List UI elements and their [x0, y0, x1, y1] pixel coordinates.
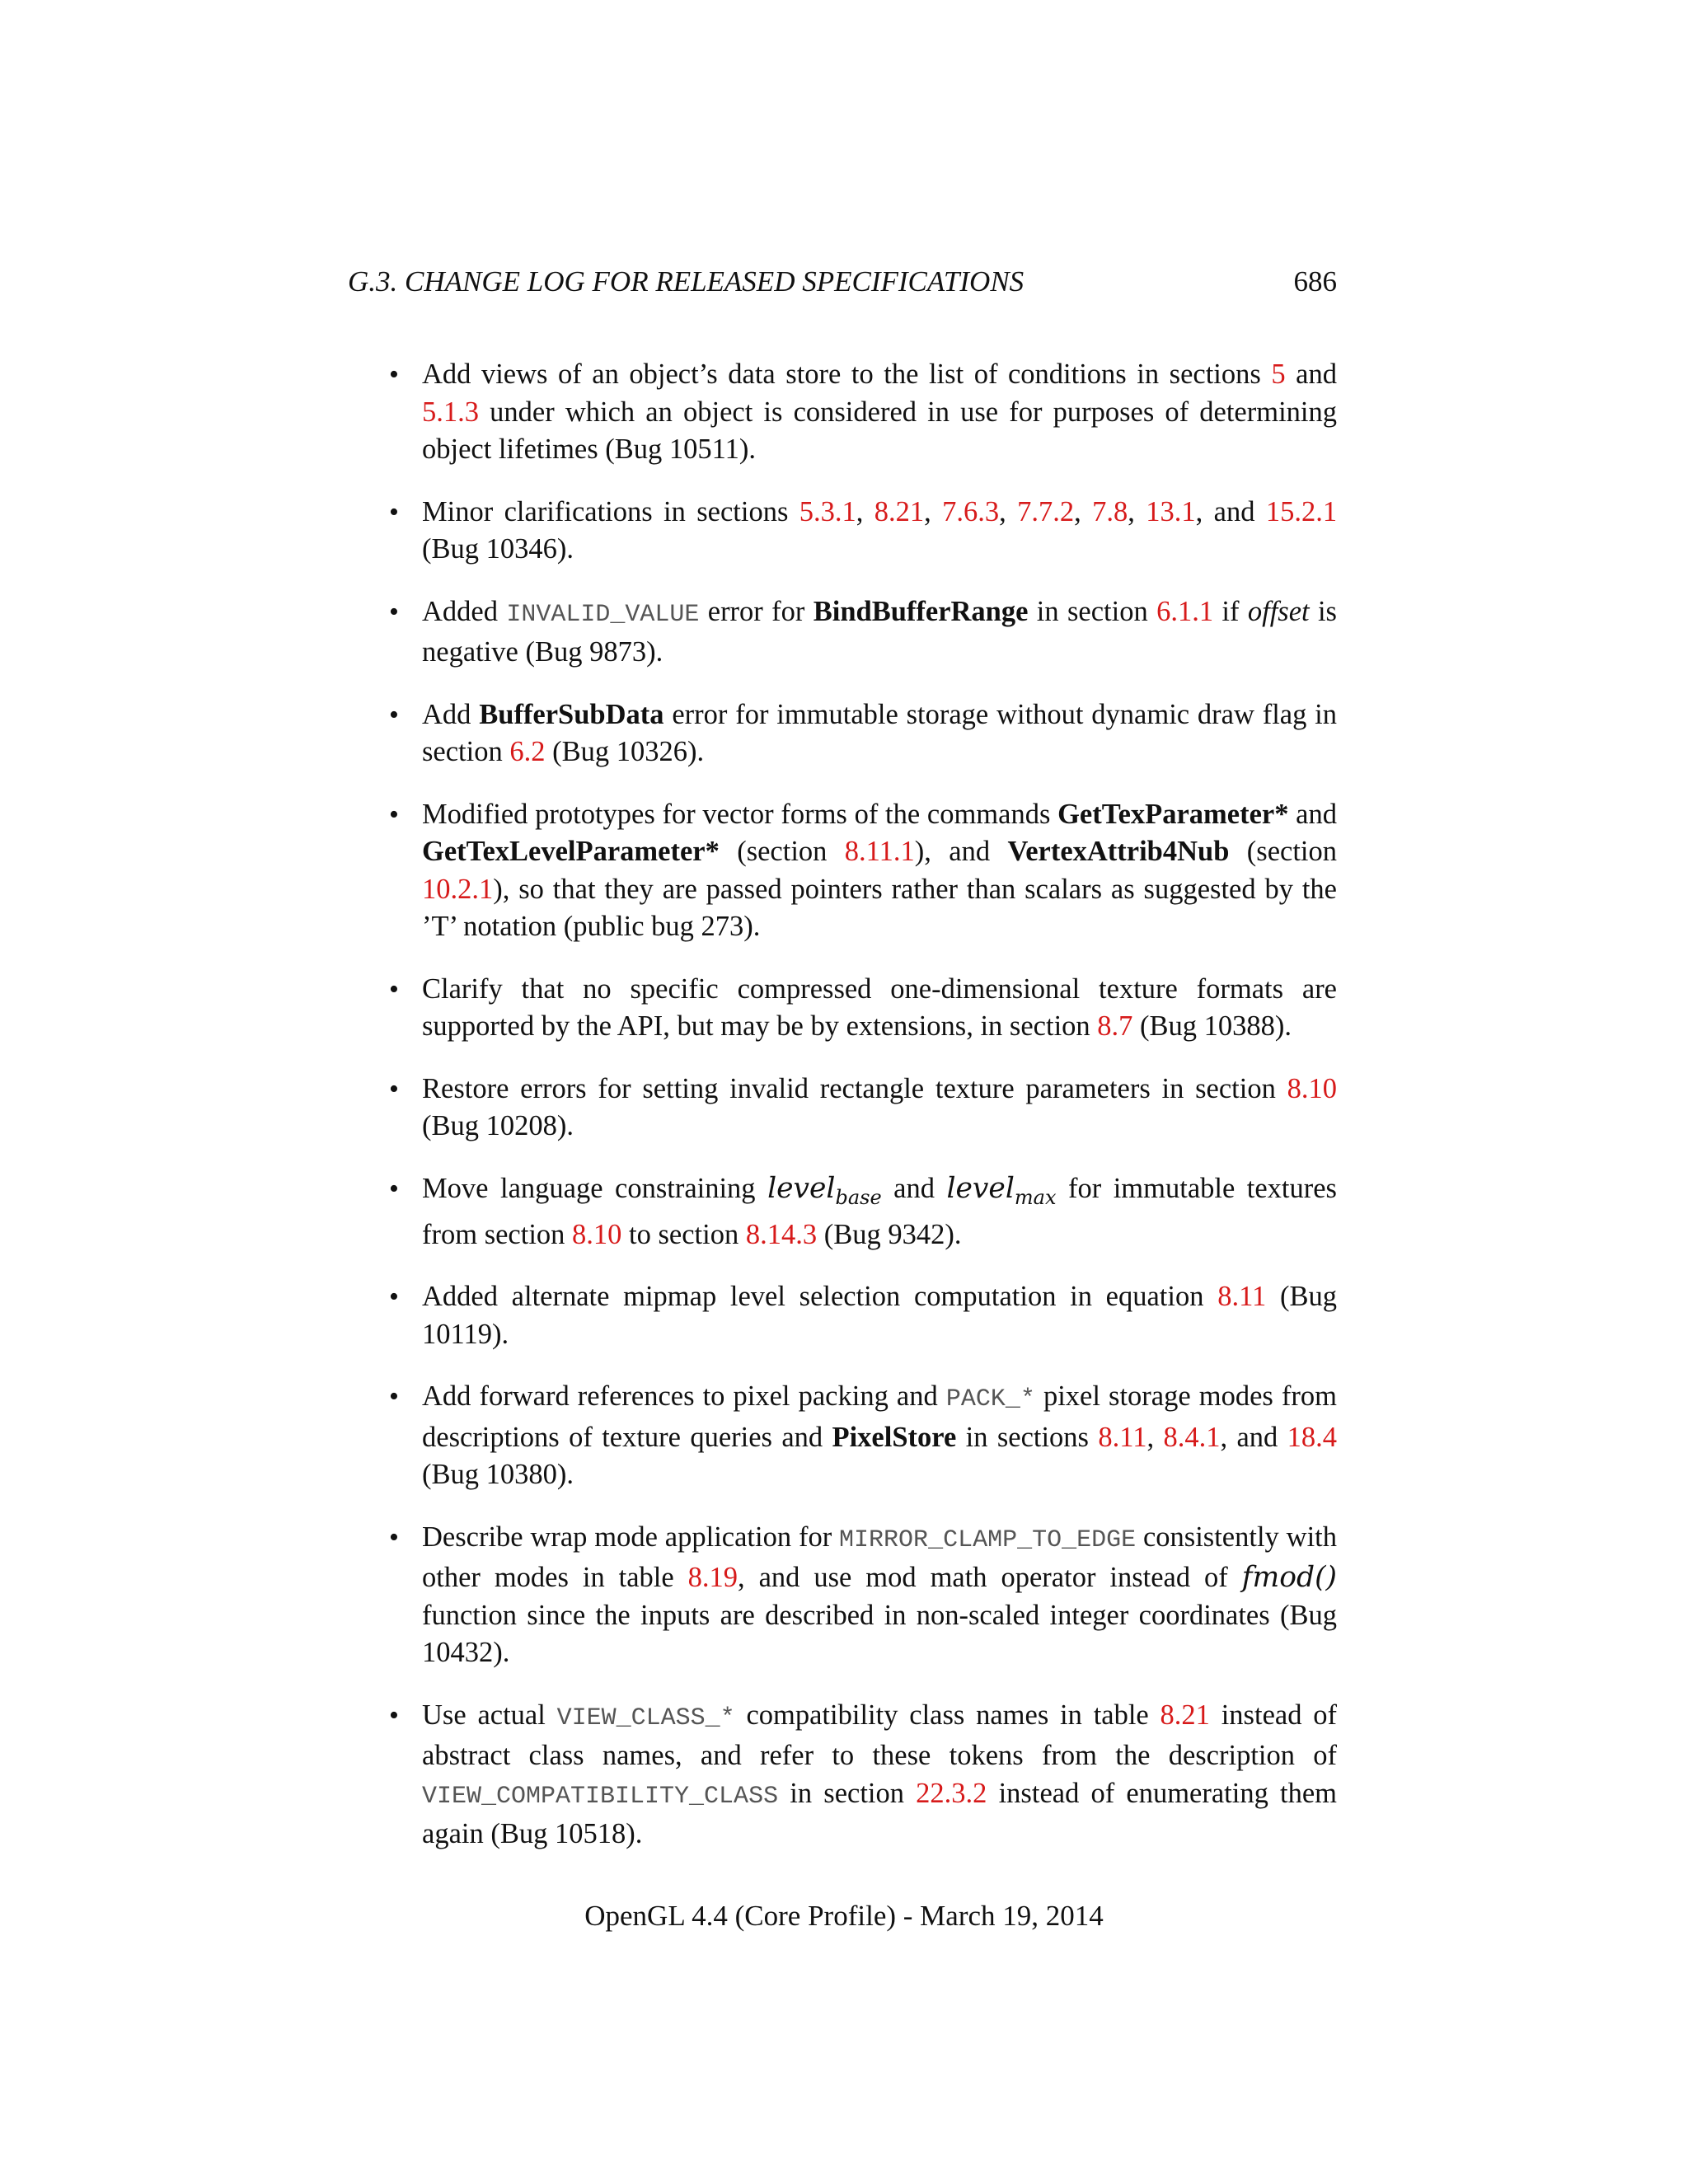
- text-run: error for: [699, 595, 814, 627]
- math-expression: [767, 1171, 882, 1209]
- text-run: and: [881, 1172, 947, 1204]
- text-run: function since the inputs are described in non-scaled integer coordinates (Bug 10432).: [422, 1599, 1337, 1669]
- section-reference-link[interactable]: 8.10: [572, 1218, 622, 1250]
- text-run: (Bug 10326).: [545, 736, 705, 767]
- text-run: is negative (Bug 9873).: [422, 595, 1337, 668]
- change-log-text: [422, 596, 1337, 668]
- text-run: Minor clarifications in sections: [422, 495, 799, 527]
- bullet-icon: •: [389, 699, 399, 730]
- section-reference-link[interactable]: 8.11.1: [844, 836, 915, 867]
- change-log-item: [389, 1278, 1337, 1353]
- text-run: and: [1285, 359, 1337, 390]
- text-run: Clarify that no specific compressed one-dimensional texture formats are supported by the API, but may be by extensions, in section: [422, 972, 1337, 1042]
- command-name: GetTexLevelParameter*: [422, 836, 720, 867]
- change-log-list: [389, 356, 1337, 1878]
- text-run: , and: [1220, 1421, 1287, 1453]
- bullet-icon: •: [389, 799, 399, 830]
- change-log-text: [422, 699, 1337, 768]
- text-run: Add: [422, 698, 480, 730]
- text-run: (Bug 10208).: [422, 1110, 574, 1141]
- text-run: ), and: [914, 836, 1008, 867]
- section-reference-link[interactable]: 8.4.1: [1163, 1421, 1221, 1453]
- math-expression: [1242, 1561, 1337, 1594]
- section-title: G.3. CHANGE LOG FOR RELEASED SPECIFICATIONS: [348, 265, 1025, 298]
- command-name: PixelStore: [832, 1421, 957, 1453]
- text-run: Added: [422, 595, 507, 627]
- token-name: PACK_*: [945, 1385, 1035, 1414]
- bullet-icon: •: [389, 596, 399, 627]
- text-run: Modified prototypes for vector forms of the commands: [422, 798, 1058, 830]
- command-name: BindBufferRange: [813, 595, 1029, 627]
- text-run: (Bug 10380).: [422, 1459, 574, 1491]
- change-log-text: [422, 973, 1337, 1043]
- text-run: Restore errors for setting invalid rectangle texture parameters in section: [422, 1072, 1287, 1104]
- section-reference-link[interactable]: 8.11: [1217, 1281, 1267, 1313]
- section-reference-link[interactable]: 5.3.1: [799, 495, 856, 527]
- section-reference-link[interactable]: 10.2.1: [422, 873, 494, 905]
- change-log-text: [422, 1380, 1337, 1490]
- section-reference-link[interactable]: 8.10: [1287, 1072, 1337, 1104]
- text-run: in sections: [956, 1421, 1099, 1453]
- text-run: consistently with other modes in table: [422, 1521, 1337, 1594]
- token-name: MIRROR_CLAMP_TO_EDGE: [839, 1526, 1137, 1554]
- section-reference-link[interactable]: 5.1.3: [422, 396, 479, 428]
- change-log-item: [389, 971, 1337, 1046]
- bullet-icon: •: [389, 973, 399, 1005]
- running-header: [348, 257, 1337, 307]
- change-log-item: [389, 494, 1337, 569]
- text-run: (Bug 10388).: [1132, 1010, 1292, 1042]
- bullet-icon: •: [389, 1282, 399, 1313]
- text-run: if: [1213, 595, 1248, 627]
- section-reference-link[interactable]: 22.3.2: [916, 1777, 987, 1809]
- text-run: error for immutable storage without dynamic draw flag in section: [422, 698, 1338, 767]
- bullet-icon: •: [389, 1521, 399, 1553]
- bullet-icon: •: [389, 1381, 399, 1413]
- bullet-icon: •: [389, 496, 399, 527]
- text-run: ,: [999, 495, 1018, 527]
- token-name: VIEW_COMPATIBILITY_CLASS: [422, 1782, 779, 1811]
- section-reference-link[interactable]: 8.19: [687, 1562, 738, 1594]
- text-run: Added alternate mipmap level selection computation in equation: [422, 1281, 1218, 1313]
- section-reference-link[interactable]: 6.1.1: [1156, 595, 1214, 627]
- math-base: level: [946, 1171, 1015, 1205]
- change-log-item: [389, 1378, 1337, 1494]
- change-log-item: [389, 593, 1337, 672]
- section-reference-link[interactable]: 8.14.3: [745, 1218, 818, 1250]
- text-run: ,: [856, 495, 874, 527]
- section-reference-link[interactable]: 7.6.3: [942, 495, 1000, 527]
- text-run: (Bug 10119).: [422, 1281, 1337, 1350]
- section-reference-link[interactable]: 8.11: [1098, 1421, 1147, 1453]
- change-log-text: [422, 359, 1337, 465]
- text-run: , and use mod math operator instead of: [738, 1562, 1242, 1594]
- change-log-text: [422, 799, 1337, 943]
- section-reference-link[interactable]: 7.8: [1092, 495, 1128, 527]
- text-run: Add views of an object’s data store to the list of conditions in sections: [422, 359, 1272, 390]
- token-name: INVALID_VALUE: [506, 600, 700, 629]
- math-base: level: [767, 1171, 836, 1205]
- page-footer: OpenGL 4.4 (Core Profile) - March 19, 2014: [584, 1900, 1104, 1932]
- text-run: ,: [1074, 495, 1093, 527]
- change-log-text: [422, 1281, 1337, 1350]
- change-log-text: [422, 1173, 1337, 1250]
- text-run: Use actual: [422, 1699, 557, 1731]
- change-log-item: [389, 696, 1337, 771]
- text-run: ,: [1146, 1421, 1164, 1453]
- section-reference-link[interactable]: 8.7: [1097, 1010, 1133, 1042]
- command-name: VertexAttrib4Nub: [1007, 836, 1230, 867]
- text-run: ,: [1128, 495, 1146, 527]
- text-run: (section: [719, 836, 845, 867]
- token-name: VIEW_CLASS_*: [556, 1704, 735, 1732]
- page-number: 686: [1293, 265, 1337, 298]
- bullet-icon: •: [389, 1699, 399, 1731]
- text-run: (Bug 10346).: [422, 533, 574, 565]
- text-run: (Bug 9342).: [817, 1218, 962, 1250]
- text-run: to section: [621, 1218, 746, 1250]
- text-run: Describe wrap mode application for: [422, 1521, 840, 1553]
- change-log-item: [389, 1519, 1337, 1672]
- change-log-text: [422, 1521, 1337, 1669]
- math-subscript: base: [835, 1185, 882, 1209]
- text-run: , and: [1195, 495, 1266, 527]
- text-run: in section: [778, 1777, 917, 1809]
- math-subscript: max: [1014, 1185, 1057, 1209]
- section-reference-link[interactable]: 13.1: [1146, 495, 1196, 527]
- text-run: compatibility class names in table: [734, 1699, 1160, 1731]
- text-run: Move language constraining: [422, 1172, 768, 1204]
- change-log-text: [422, 1073, 1337, 1142]
- command-name: GetTexParameter*: [1057, 798, 1289, 830]
- section-reference-link[interactable]: 8.21: [1160, 1699, 1210, 1731]
- section-reference-link[interactable]: 7.7.2: [1017, 495, 1075, 527]
- command-name: BufferSubData: [479, 698, 664, 730]
- bullet-icon: •: [389, 1073, 399, 1104]
- emphasized-text: offset: [1247, 595, 1310, 627]
- section-reference-link[interactable]: 5: [1271, 359, 1286, 390]
- section-reference-link[interactable]: 18.4: [1287, 1421, 1338, 1453]
- change-log-item: [389, 1170, 1337, 1254]
- change-log-text: [422, 496, 1337, 565]
- section-reference-link[interactable]: 6.2: [509, 736, 546, 767]
- math-base: fmod(): [1241, 1561, 1337, 1595]
- text-run: and: [1288, 798, 1337, 830]
- change-log-item: [389, 1697, 1337, 1854]
- text-run: Add forward references to pixel packing and: [422, 1380, 946, 1413]
- section-reference-link[interactable]: 15.2.1: [1265, 495, 1338, 527]
- section-reference-link[interactable]: 8.21: [874, 495, 925, 527]
- bullet-icon: •: [389, 1173, 399, 1204]
- text-run: ), so that they are passed pointers rather than scalars as suggested by the ’T’ notation (public bug 273).: [422, 873, 1337, 942]
- text-run: under which an object is considered in use for purposes of determining object lifetimes (Bug 10511).: [422, 396, 1337, 465]
- change-log-text: [422, 1699, 1337, 1850]
- text-run: in section: [1028, 595, 1157, 627]
- text-run: ,: [924, 495, 943, 527]
- text-run: for immutable textures from section: [422, 1172, 1337, 1250]
- text-run: pixel storage modes from descriptions of texture queries and: [422, 1380, 1337, 1453]
- text-run: (section: [1229, 836, 1337, 867]
- change-log-item: [389, 356, 1337, 469]
- bullet-icon: •: [389, 359, 399, 390]
- change-log-item: [389, 796, 1337, 946]
- text-run: instead of abstract class names, and refer to these tokens from the description of: [422, 1699, 1337, 1772]
- text-run: instead of enumerating them again (Bug 10518).: [422, 1777, 1337, 1850]
- math-expression: [946, 1171, 1057, 1209]
- change-log-item: [389, 1071, 1337, 1146]
